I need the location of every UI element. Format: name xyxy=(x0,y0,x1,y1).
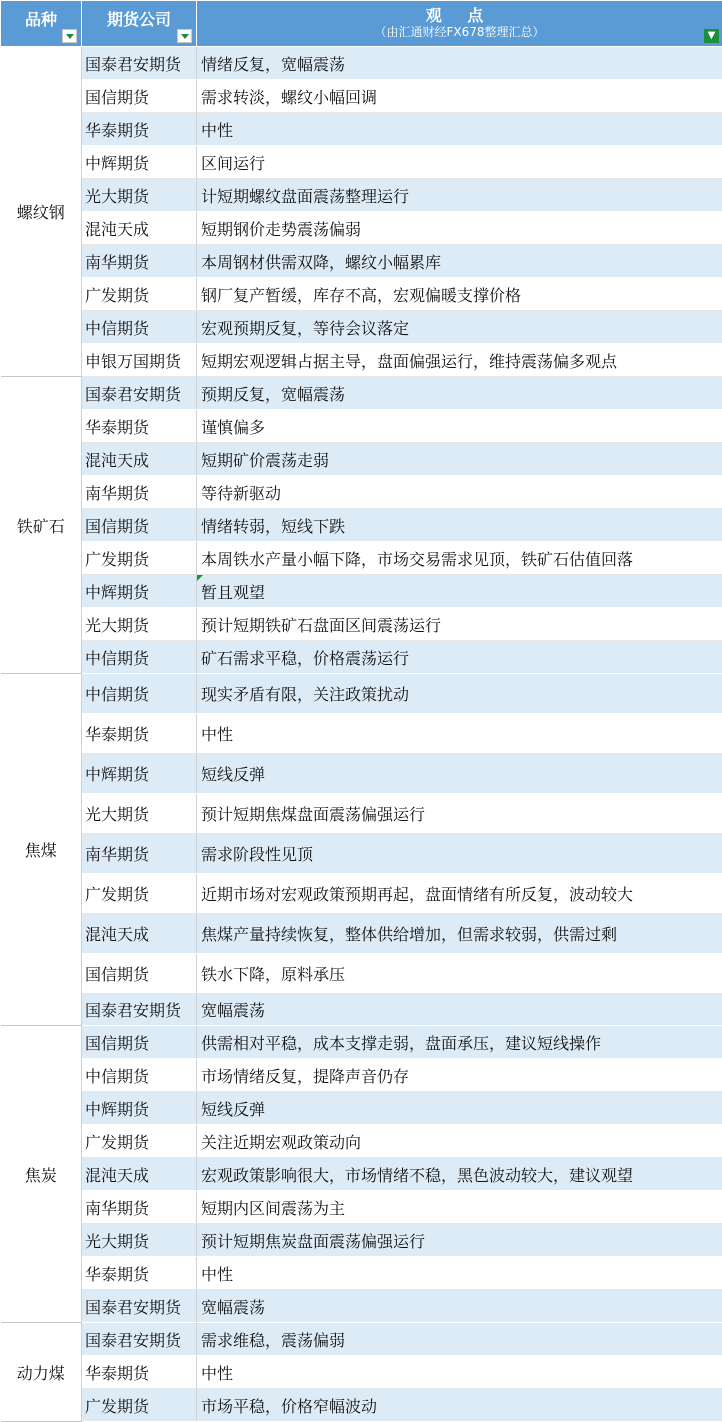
view-header-subtitle: （由汇通财经FX678整理汇总） xyxy=(374,24,545,39)
company-filter-dropdown-icon[interactable] xyxy=(177,29,192,43)
variety-filter-dropdown-icon[interactable] xyxy=(62,29,77,43)
table-row xyxy=(1,674,722,714)
company-cell[interactable]: 华泰期货 xyxy=(82,113,197,146)
variety-header xyxy=(1,1,82,47)
table-row xyxy=(1,914,722,954)
company-header-label: 期货公司 xyxy=(106,10,171,29)
company-cell[interactable]: 广发期货 xyxy=(82,1389,197,1422)
company-cell[interactable]: 混沌天成 xyxy=(82,1158,197,1191)
table-row xyxy=(1,377,722,410)
table-row xyxy=(1,476,722,509)
table-row xyxy=(1,410,722,443)
company-cell[interactable]: 国泰君安期货 xyxy=(82,377,197,410)
view-cell[interactable]: 预计短期焦煤盘面震荡偏强运行 xyxy=(197,794,722,834)
company-cell[interactable]: 南华期货 xyxy=(82,834,197,874)
company-cell[interactable]: 华泰期货 xyxy=(82,410,197,443)
view-cell[interactable]: 市场情绪反复，提降声音仍存 xyxy=(197,1059,722,1092)
view-cell[interactable]: 宽幅震荡 xyxy=(197,994,722,1026)
table-row xyxy=(1,146,722,179)
view-cell[interactable]: 短期宏观逻辑占据主导，盘面偏强运行，维持震荡偏多观点 xyxy=(197,344,722,377)
table-row xyxy=(1,874,722,914)
view-cell[interactable]: 预计短期焦炭盘面震荡偏强运行 xyxy=(197,1224,722,1257)
company-cell[interactable]: 国泰君安期货 xyxy=(82,1290,197,1323)
company-cell[interactable]: 广发期货 xyxy=(82,874,197,914)
company-cell[interactable]: 申银万国期货 xyxy=(82,344,197,377)
view-cell[interactable]: 中性 xyxy=(197,1356,722,1389)
company-cell[interactable]: 光大期货 xyxy=(82,608,197,641)
view-cell[interactable]: 短期内区间震荡为主 xyxy=(197,1191,722,1224)
view-cell[interactable]: 等待新驱动 xyxy=(197,476,722,509)
company-cell[interactable]: 混沌天成 xyxy=(82,443,197,476)
view-cell[interactable]: 区间运行 xyxy=(197,146,722,179)
table-row xyxy=(1,311,722,344)
view-cell[interactable]: 关注近期宏观政策动向 xyxy=(197,1125,722,1158)
company-cell[interactable]: 国信期货 xyxy=(82,954,197,994)
company-cell[interactable]: 国泰君安期货 xyxy=(82,1323,197,1356)
table-row xyxy=(1,794,722,834)
view-cell[interactable]: 市场平稳，价格窄幅波动 xyxy=(197,1389,722,1422)
company-cell[interactable]: 广发期货 xyxy=(82,278,197,311)
company-cell[interactable]: 华泰期货 xyxy=(82,1257,197,1290)
table-body xyxy=(1,47,722,1422)
variety-cell[interactable]: 动力煤 xyxy=(1,1323,82,1422)
company-cell[interactable]: 国信期货 xyxy=(82,80,197,113)
table-row xyxy=(1,1158,722,1191)
view-cell[interactable]: 计短期螺纹盘面震荡整理运行 xyxy=(197,179,722,212)
table-row xyxy=(1,994,722,1026)
view-cell[interactable]: 焦煤产量持续恢复，整体供给增加，但需求较弱，供需过剩 xyxy=(197,914,722,954)
company-cell[interactable]: 中信期货 xyxy=(82,674,197,714)
table-row xyxy=(1,608,722,641)
table-row xyxy=(1,344,722,377)
view-cell[interactable]: 中性 xyxy=(197,113,722,146)
variety-cell[interactable]: 焦煤 xyxy=(1,674,82,1026)
view-cell[interactable]: 情绪反复，宽幅震荡 xyxy=(197,47,722,80)
view-cell[interactable]: 短期钢价走势震荡偏弱 xyxy=(197,212,722,245)
table-row xyxy=(1,542,722,575)
view-cell[interactable]: 现实矛盾有限，关注政策扰动 xyxy=(197,674,722,714)
view-cell[interactable]: 需求阶段性见顶 xyxy=(197,834,722,874)
table-row xyxy=(1,1092,722,1125)
table-row xyxy=(1,47,722,80)
table-row xyxy=(1,80,722,113)
view-cell[interactable]: 铁水下降，原料承压 xyxy=(197,954,722,994)
company-cell[interactable]: 混沌天成 xyxy=(82,212,197,245)
table-row xyxy=(1,509,722,542)
company-cell[interactable]: 国信期货 xyxy=(82,1026,197,1059)
company-cell[interactable]: 国信期货 xyxy=(82,509,197,542)
table-row xyxy=(1,1059,722,1092)
view-cell[interactable]: 宏观预期反复，等待会议落定 xyxy=(197,311,722,344)
view-cell[interactable]: 钢厂复产暂缓，库存不高，宏观偏暖支撑价格 xyxy=(197,278,722,311)
company-cell[interactable]: 中信期货 xyxy=(82,311,197,344)
company-cell[interactable]: 中辉期货 xyxy=(82,575,197,608)
view-cell[interactable]: 供需相对平稳，成本支撑走弱，盘面承压，建议短线操作 xyxy=(197,1026,722,1059)
view-cell[interactable]: 本周铁水产量小幅下降，市场交易需求见顶，铁矿石估值回落 xyxy=(197,542,722,575)
header-row xyxy=(1,1,722,47)
view-cell[interactable]: 宏观政策影响很大，市场情绪不稳，黑色波动较大，建议观望 xyxy=(197,1158,722,1191)
table-row xyxy=(1,1191,722,1224)
view-cell[interactable]: 短期矿价震荡走弱 xyxy=(197,443,722,476)
table-row xyxy=(1,1026,722,1059)
company-cell[interactable]: 光大期货 xyxy=(82,1224,197,1257)
company-cell[interactable]: 国泰君安期货 xyxy=(82,47,197,80)
view-cell[interactable]: 谨慎偏多 xyxy=(197,410,722,443)
view-header-label: 观 点 xyxy=(425,5,494,25)
view-cell[interactable]: 中性 xyxy=(197,714,722,754)
table-row xyxy=(1,575,722,608)
view-header xyxy=(197,1,722,47)
view-cell[interactable]: 矿石需求平稳，价格震荡运行 xyxy=(197,641,722,674)
table-row xyxy=(1,278,722,311)
table-row xyxy=(1,641,722,674)
view-cell[interactable]: 中性 xyxy=(197,1257,722,1290)
table-row xyxy=(1,1224,722,1257)
view-cell[interactable]: 本周钢材供需双降，螺纹小幅累库 xyxy=(197,245,722,278)
company-cell[interactable]: 国泰君安期货 xyxy=(82,994,197,1026)
view-cell[interactable]: 短线反弹 xyxy=(197,754,722,794)
company-cell[interactable]: 中信期货 xyxy=(82,641,197,674)
company-cell[interactable]: 中信期货 xyxy=(82,1059,197,1092)
table-row xyxy=(1,714,722,754)
company-cell[interactable]: 华泰期货 xyxy=(82,1356,197,1389)
table-row xyxy=(1,1356,722,1389)
view-cell[interactable]: 预计短期铁矿石盘面区间震荡运行 xyxy=(197,608,722,641)
company-cell[interactable]: 广发期货 xyxy=(82,542,197,575)
company-cell[interactable]: 混沌天成 xyxy=(82,914,197,954)
table-row xyxy=(1,754,722,794)
view-cell[interactable]: 需求维稳，震荡偏弱 xyxy=(197,1323,722,1356)
company-header xyxy=(82,1,197,47)
table-row xyxy=(1,179,722,212)
table-row xyxy=(1,1389,722,1422)
company-cell[interactable]: 南华期货 xyxy=(82,1191,197,1224)
table-row xyxy=(1,443,722,476)
view-cell[interactable]: 需求转淡，螺纹小幅回调 xyxy=(197,80,722,113)
company-cell[interactable]: 南华期货 xyxy=(82,245,197,278)
company-cell[interactable]: 中辉期货 xyxy=(82,146,197,179)
table-row xyxy=(1,212,722,245)
company-cell[interactable]: 中辉期货 xyxy=(82,1092,197,1125)
company-cell[interactable]: 光大期货 xyxy=(82,179,197,212)
table-row xyxy=(1,1323,722,1356)
view-cell[interactable]: 情绪转弱，短线下跌 xyxy=(197,509,722,542)
variety-header-label: 品种 xyxy=(24,10,57,29)
table-row xyxy=(1,245,722,278)
view-filter-active-icon[interactable]: ▼ xyxy=(704,29,719,43)
view-cell[interactable]: 宽幅震荡 xyxy=(197,1290,722,1323)
table-row xyxy=(1,1290,722,1323)
company-cell[interactable]: 华泰期货 xyxy=(82,714,197,754)
variety-cell[interactable]: 焦炭 xyxy=(1,1026,82,1323)
table-row xyxy=(1,954,722,994)
view-cell[interactable]: 短线反弹 xyxy=(197,1092,722,1125)
view-cell[interactable]: 近期市场对宏观政策预期再起，盘面情绪有所反复，波动较大 xyxy=(197,874,722,914)
company-cell[interactable]: 中辉期货 xyxy=(82,754,197,794)
table-row xyxy=(1,834,722,874)
table-row xyxy=(1,113,722,146)
view-cell[interactable]: 暂且观望 xyxy=(197,575,722,608)
company-cell[interactable]: 广发期货 xyxy=(82,1125,197,1158)
company-cell[interactable]: 光大期货 xyxy=(82,794,197,834)
table-row xyxy=(1,1125,722,1158)
view-cell[interactable]: 预期反复，宽幅震荡 xyxy=(197,377,722,410)
table-row xyxy=(1,1257,722,1290)
variety-cell[interactable]: 螺纹钢 xyxy=(1,47,82,377)
variety-cell[interactable]: 铁矿石 xyxy=(1,377,82,674)
company-cell[interactable]: 南华期货 xyxy=(82,476,197,509)
